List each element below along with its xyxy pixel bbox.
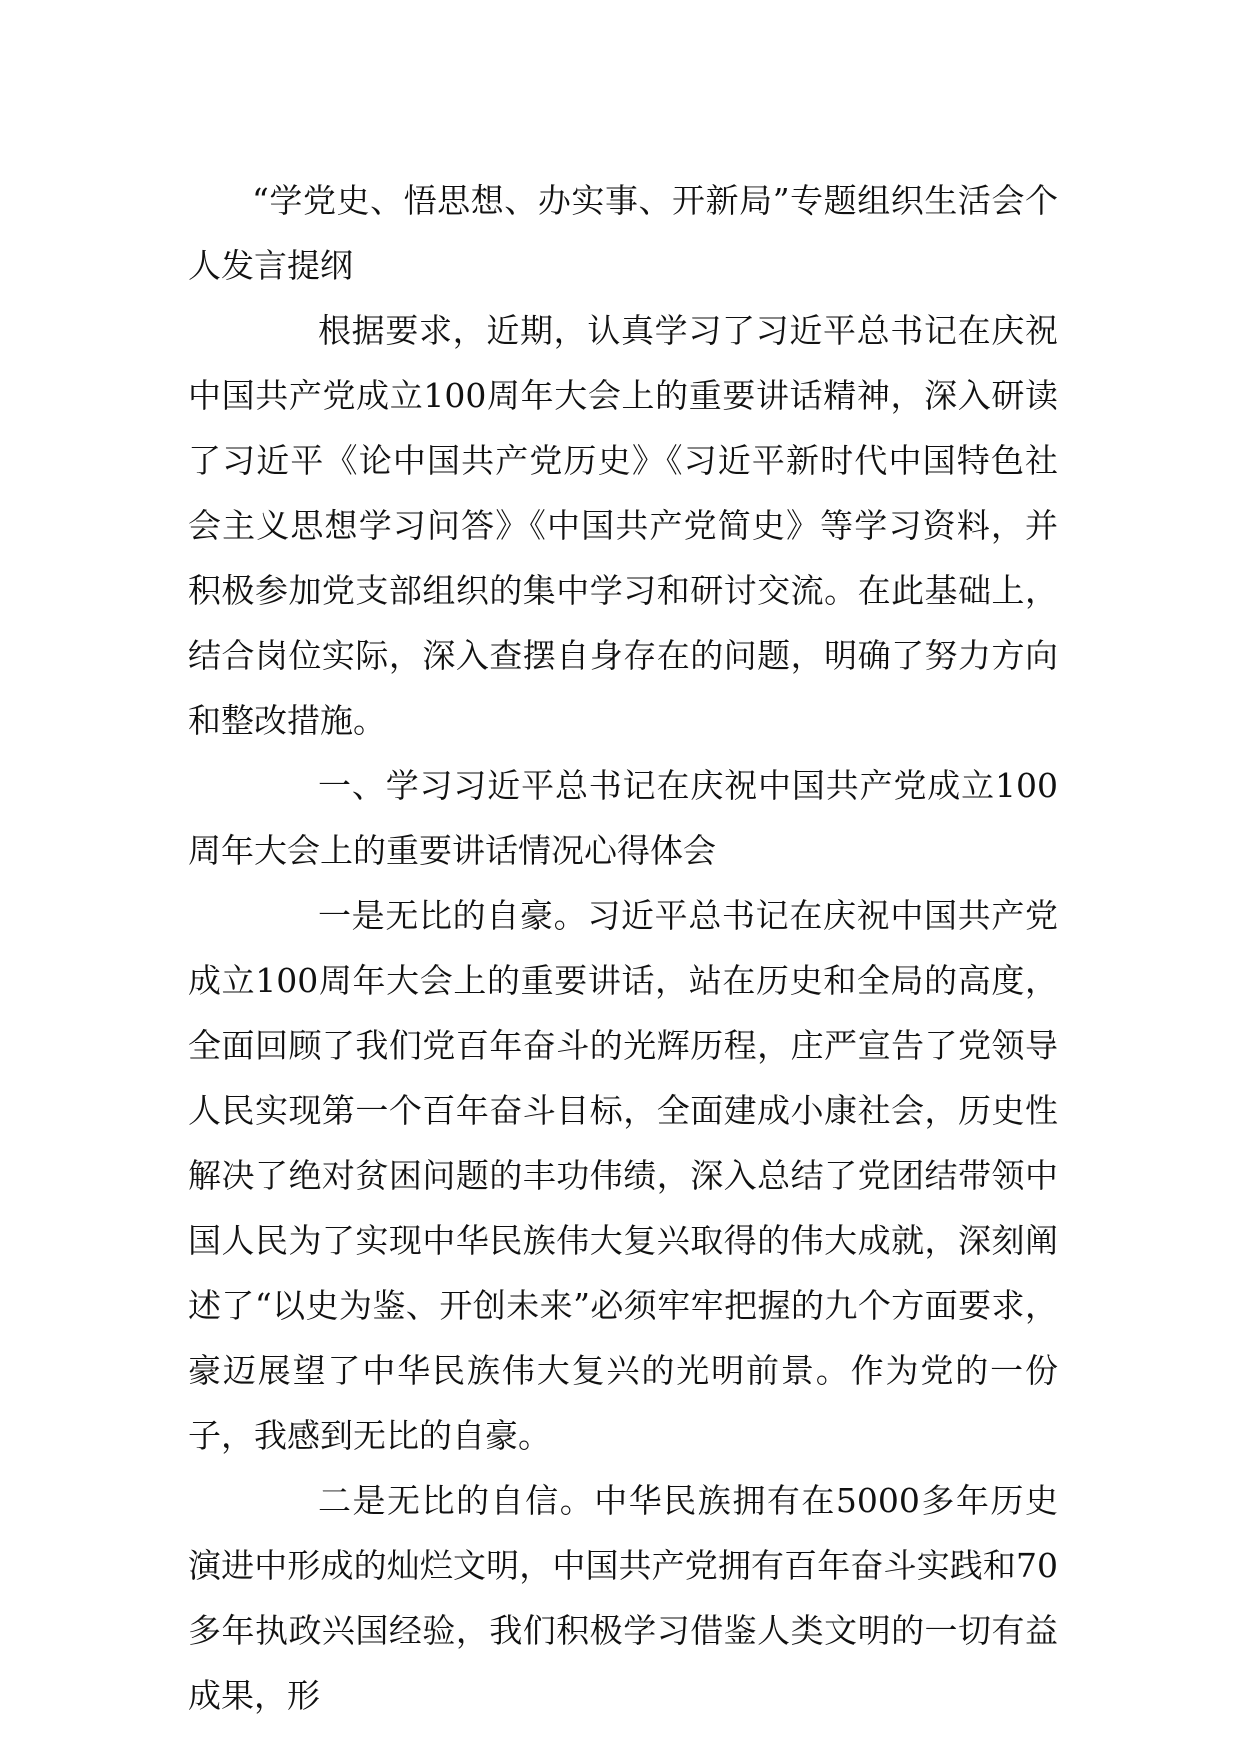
- paragraph-pride: 一是无比的自豪。习近平总书记在庆祝中国共产党成立100周年大会上的重要讲话，站在历史和全局的高度，全面回顾了我们党百年奋斗的光辉历程，庄严宣告了党领导人民实现第一个百年奋斗目标，全面建成小康社会，历史性解决了绝对贫困问题的丰功伟绩，深入总结了党团结带领中国人民为了实现中华民族伟大复兴取得的伟大成就，深刻阐述了“以史为鉴、开创未来”必须牢牢把握的九个方面要求，豪迈展望了中华民族伟大复兴的光明前景。作为党的一份子，我感到无比的自豪。: [188, 896, 1058, 1455]
- document-title: “学党史、悟思想、办实事、开新局”专题组织生活会个人发言提纲: [188, 181, 1058, 285]
- document-body: [188, 168, 1058, 1728]
- paragraph-confidence: 二是无比的自信。中华民族拥有在5000多年历史演进中形成的灿烂文明，中国共产党拥有百年奋斗实践和70多年执政兴国经验，我们积极学习借鉴人类文明的一切有益成果，形: [188, 1481, 1058, 1715]
- intro-paragraph: 根据要求，近期，认真学习了习近平总书记在庆祝中国共产党成立100周年大会上的重要讲话精神，深入研读了习近平《论中国共产党历史》《习近平新时代中国特色社会主义思想学习问答》《中国共产党简史》等学习资料，并积极参加党支部组织的集中学习和研讨交流。在此基础上，结合岗位实际，深入查摆自身存在的问题，明确了努力方向和整改措施。: [188, 311, 1058, 740]
- section-heading-1: 一、学习习近平总书记在庆祝中国共产党成立100周年大会上的重要讲话情况心得体会: [188, 766, 1058, 870]
